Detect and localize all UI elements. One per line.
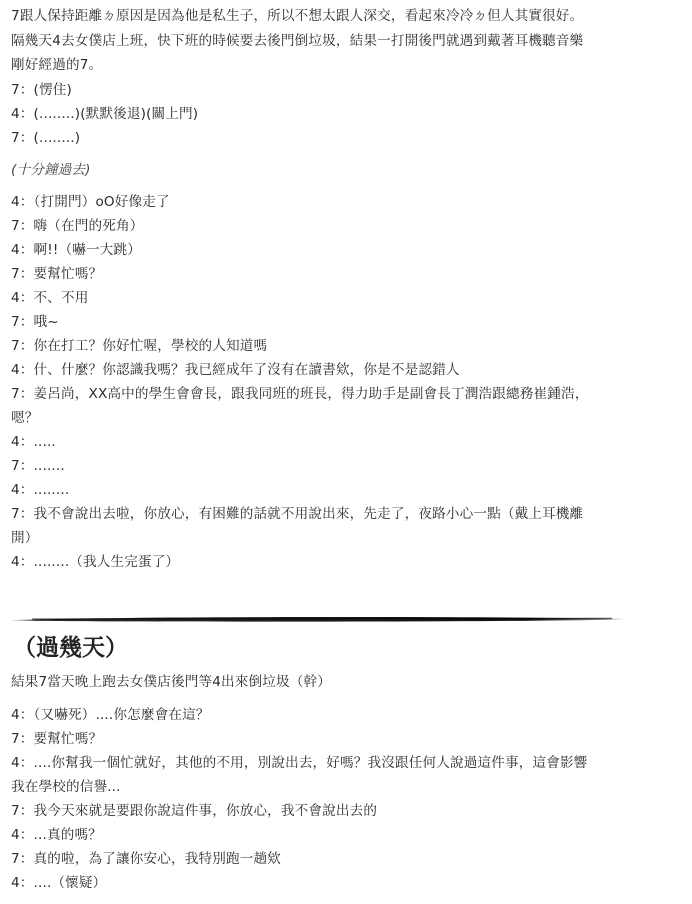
dialogue-line: 7：(........)	[11, 130, 81, 146]
dialogue-line: 4：啊!!（嚇一大跳）	[11, 242, 141, 258]
brush-divider	[12, 614, 622, 624]
intro-line: 隔幾天4去女僕店上班，快下班的時候要去後門倒垃圾，結果一打開後門就遇到戴著耳機聽音樂	[11, 33, 584, 49]
section-heading: （過幾天）	[13, 635, 128, 661]
time-skip-aside: (十分鐘過去)	[11, 162, 91, 178]
dialogue-line: 4：.....	[11, 434, 56, 450]
dialogue-line: 7：嗨（在門的死角）	[11, 218, 144, 234]
section-intro: 結果7當天晚上跑去女僕店後門等4出來倒垃圾（幹）	[11, 674, 331, 690]
dialogue-line: 4：........	[11, 482, 70, 498]
dialogue-line: 4：(........)(默默後退)(關上門)	[11, 106, 199, 122]
dialogue-line: 7：你在打工？你好忙喔，學校的人知道嗎	[11, 338, 268, 354]
dialogue-line: 7：我今天來就是要跟你說這件事，你放心，我不會說出去的	[11, 803, 378, 819]
dialogue-line: 7：姜呂尚，XX高中的學生會會長，跟我同班的班長，得力助手是副會長丁潤浩跟總務崔鍾浩，	[11, 386, 589, 402]
dialogue-line: 開）	[11, 530, 39, 546]
dialogue-line: 4：...真的嗎？	[11, 827, 102, 843]
intro-line: 7跟人保持距離ㄉ原因是因為他是私生子，所以不想太跟人深交，看起來冷冷ㄉ但人其實很好。	[11, 8, 584, 24]
dialogue-line: 4：........（我人生完蛋了）	[11, 554, 180, 570]
dialogue-line: 4：不、不用	[11, 290, 89, 306]
dialogue-line: 7：要幫忙嗎？	[11, 731, 103, 747]
dialogue-line: 7：.......	[11, 458, 65, 474]
dialogue-line: 7：真的啦，為了讓你安心，我特別跑一趟欸	[11, 851, 281, 867]
dialogue-line: 7：(愣住)	[11, 82, 72, 98]
dialogue-line: 4：....（懷疑）	[11, 875, 107, 891]
dialogue-line: 4：....你幫我一個忙就好，其他的不用，別說出去，好嗎？我沒跟任何人說過這件事，這會影響	[11, 755, 588, 771]
dialogue-line: 7：哦~	[11, 314, 59, 330]
dialogue-line: 4：什、什麼？你認識我嗎？我已經成年了沒有在讀書欸，你是不是認錯人	[11, 362, 460, 378]
dialogue-line: 4：（打開門）oO好像走了	[11, 194, 170, 210]
dialogue-line: 7：要幫忙嗎？	[11, 266, 103, 282]
dialogue-line: 4：（又嚇死）....你怎麼會在這？	[11, 707, 210, 723]
dialogue-line: 7：我不會說出去啦，你放心，有困難的話就不用說出來，先走了，夜路小心一點（戴上耳機離	[11, 506, 584, 522]
dialogue-line: 嗯？	[11, 410, 39, 426]
intro-line: 剛好經過的7。	[11, 57, 103, 73]
dialogue-line: 我在學校的信譽...	[11, 779, 121, 795]
